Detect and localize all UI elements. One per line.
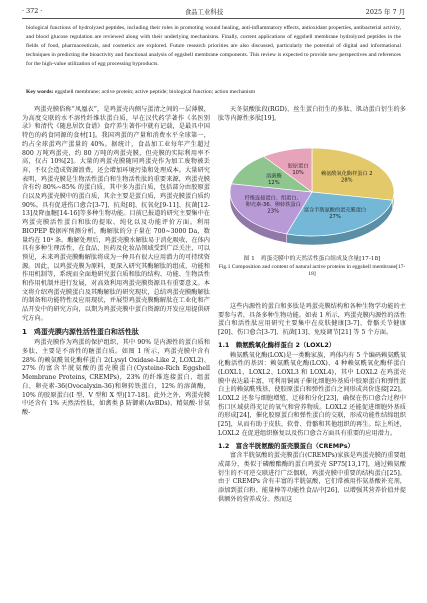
caption-en — [218, 264, 406, 279]
pie-label-1: 富含半胱氨酸的蛋壳膜蛋白 27% — [303, 207, 367, 220]
english-abstract: biological functions of hydrolyzed peptides, including their roles in promoting wound healing, anti-inflammatory effects, antioxidant properties, antibacterial activity, and blood glucose regulation are reviewed along with their underlying mechanisms. Finally, current applications of eggshell membrane hydrolyzed peptides in the fields of food, pharmaceuticals, and cosmetics are explored. Future research priorities are also discussed, particularly the potential of digital and informational techniques in predicting the bioactivity and functional analysis of eggshell membrane components. This review is expected to provide new perspectives and references for the high-value utilization of egg processing byproducts. — [26, 25, 401, 67]
subsection-heading-1-2: 1.2 富含半胱氨酸的蛋壳膜蛋白（CREMPs） — [218, 441, 354, 450]
right-intro-paragraph: 天冬氨酸肽段(RGD)、丝生蛋白衍生的多肽、肌动蛋白衍生的多肽等内源性多肽[19]。 — [218, 106, 406, 122]
section-1-paragraph: 鸡蛋壳膜作为鸡蛋的保护组织，其中 90% 是内源性的蛋白质和多肽，主要是不溶性的糖蛋白质。如图 1 所示，鸡蛋壳膜中含有 28% 的赖氨酰氧化酶样蛋白 2(Lysyl Oxidase-Like 2, LOXL2)、27% 的富含半胱氨酸的蛋壳膜蛋白(Cysteine-Rich Eggshell Membrane Proteins, CREMPs)，23% 的纤维连接蛋白、组蛋白、卵壳素-36(Ovocalyxin-36)和卵转铁蛋白，12% 的溶菌酶，10% 的胶原蛋白(I 型、V 型和 X 型)[17-18]。此外之外，鸡蛋壳膜中还含有 1% 天然活性肽，如禽类 β 防御素(AvBDs)、精氨酸-甘氨酸- — [22, 339, 210, 416]
pie-label-2: 纤维连接蛋白、组蛋白、卵壳素-36、卵转铁蛋白 23% — [244, 195, 302, 215]
header-rule — [22, 18, 405, 19]
figure-caption — [218, 256, 406, 279]
right-column-bottom — [218, 303, 406, 504]
cremps-paragraph: 富含半胱氨酸的蛋壳膜蛋白(CREMPs)家族是鸡蛋壳膜的重要组成部分，类似于磷酸酯酶的蛋白鸡蛋壳 SP75[13,17]，通过赖氨酸衍生的不可逆交联进行广泛偶联，鸡蛋壳膜中重要的结构蛋白[25]。由于 CREMPs 含有丰富的半胱氨酸，它们常被用作氨基酸补充剂，添加到蛋白粉、能量棒等功能性食品中[26]，以增强其营养价值并提供额外的营养成分。然而这 — [218, 452, 406, 503]
keywords-text: eggshell membrane; active protein; active peptide; biological function; action mechanism — [54, 89, 256, 95]
left-column — [22, 106, 210, 418]
running-header — [22, 6, 405, 16]
issue-date: 2025 年 7 月 — [365, 7, 405, 16]
right-column-top — [218, 106, 406, 123]
pie-label-3: 溶菌酶 12% — [266, 173, 282, 187]
page-number: · 372 · — [22, 7, 43, 15]
pie-chart — [218, 140, 406, 258]
caption-en-text: Composition and content of natural active proteins in eggshell membrane[17-18] — [231, 263, 406, 278]
figure-1 — [218, 140, 406, 258]
keywords — [26, 88, 401, 96]
keywords-label: Key words: — [26, 89, 54, 95]
right-paragraph-1: 这些内源性的蛋白和多肽是鸡蛋壳膜结构和各种生物学功能的主要参与者，具备多种生物功能。如表 1 所示，鸡蛋壳膜内源性的活性蛋白和活性肽应用研究主要集中在皮肤健康[3-7]、骨骼关节健康[20]、伤口愈合[3-7]、抗菌[13]、免疫调节[21] 等 5 个方面。 — [218, 303, 406, 337]
caption-zh: 图 1 鸡蛋壳膜中的天然活性蛋白组成及含量[17-18] — [243, 256, 381, 262]
pie-label-0: 赖氨酰氧化酶样蛋白 2 28% — [320, 171, 373, 184]
intro-paragraph: 鸡蛋壳膜俗称“凤凰衣”，是鸡蛋壳内侧与蛋清之间的一层薄膜，为高度交联的水不溶性纤维状蛋白质，早在汉代药学著作《名医别录》和清代《随息居饮食谱》食疗养生著作中就有记载，是最具中国特色的药食同源的食材[1]。我国鸡蛋的产量和消费水平全球第一，约占全球蛋鸡产蛋量的 40%。据统计，食品加工业每年产生超过 800 万吨鸡蛋壳，约 80 万吨的鸡蛋壳膜，但壳膜的实际利用率不高，仅占 10%[2]。大量的鸡蛋壳膜随同鸡蛋壳作为加工废物被丢弃，不仅会造成资源浪费，还会增加环境污染和处理成本。大量研究表明，鸡蛋壳膜是生物活性蛋白和生物活性肽的重要来源，鸡蛋壳膜含有约 80%~85% 的蛋白质，其中多为蛋白质，包括部分由胶原蛋白以及鸡蛋壳膜中的蛋白质，其余主要是蛋白质，鸡蛋壳膜蛋白质约 90%。具有促进伤口愈合[3-7]、抗炎[8]、抗氧化[9-11]、抗菌[12-13]及降血糖[14-16]等多种生物功能。目前已报道的研究主要集中在鸡蛋壳膜活性蛋白和肽的提取、纯化以及功能评价方面。利用 BIOPEP 数据库预测分析，酶解肽的分子量在 700~3000 Da，数量约在 10⁴ 条。酶解处理后，鸡蛋壳膜水解肽易于消化吸收，在体内具有多种生理活性，在食品、医药及化妆品领域受到广泛关注，可以预见，未来鸡蛋壳膜酶解肽将成为一种具有很大应用潜力的可持续资源。因此，以鸡蛋壳膜为原料，更深入研究其酶解肽的组成、功能和作用机制等，系统而全面地研究蛋白质和肽的结构、功能、生物活性和作用机制并进行发展，对高效利用鸡蛋壳膜资源具有重要意义。本文将介绍鸡蛋壳膜蛋白及其酶解肽的研究现状，总结鸡蛋壳膜酶解肽的制备和功能特性及应用现状，并展望鸡蛋壳膜酶解肽在工业化和产品开发中的研究方向，以期为鸡蛋壳膜中蛋白资源的开发应用提供研究方向。 — [22, 106, 210, 322]
pie-label-4: 胶原蛋白 10% — [287, 163, 309, 177]
loxl2-paragraph: 赖氨酰氧化酶(LOX)是一类酶家族，鸡体内有 5 个编码赖氨酰氧化酶活性的基因：赖氨酰氧化酶(LOX)、4 种赖氨酰氧化酶样蛋白(LOXL1、LOXL2、LOXL3 和 LOXL4)，其中 LOXL2 在鸡蛋壳膜中表达最丰富，可利用铜离子催化细胞外基质中胶原蛋白和弹性蛋白上的赖氨酰残基，使胶原蛋白和弹性蛋白之间形成共价连接[22]。LOXL2 还参与细胞增殖、迁移和分化[23]，确保在伤口愈合过程中伤口区域获得充足的氧气和营养物质。LOXL2 还能促进细胞外基质的形成[24]，催化胶原蛋白和弹性蛋白的交联，形成功能性结缔组织[25]，从而有助于皮肤、软骨、骨骼和其他组织的再生。综上所述，LOXL2 在促进组织修复以及伤口愈合方面具有重要的应用潜力。 — [218, 351, 406, 437]
journal-name: 食品工业科技 — [184, 7, 224, 16]
subsection-heading-1-1: 1.1 赖氨酰氧化酶样蛋白 2（LOXL2） — [218, 340, 336, 349]
caption-en-label: Fig.1 — [218, 263, 231, 270]
section-heading-1: 1 鸡蛋壳膜内源性活性蛋白和活性肽 — [22, 327, 139, 336]
